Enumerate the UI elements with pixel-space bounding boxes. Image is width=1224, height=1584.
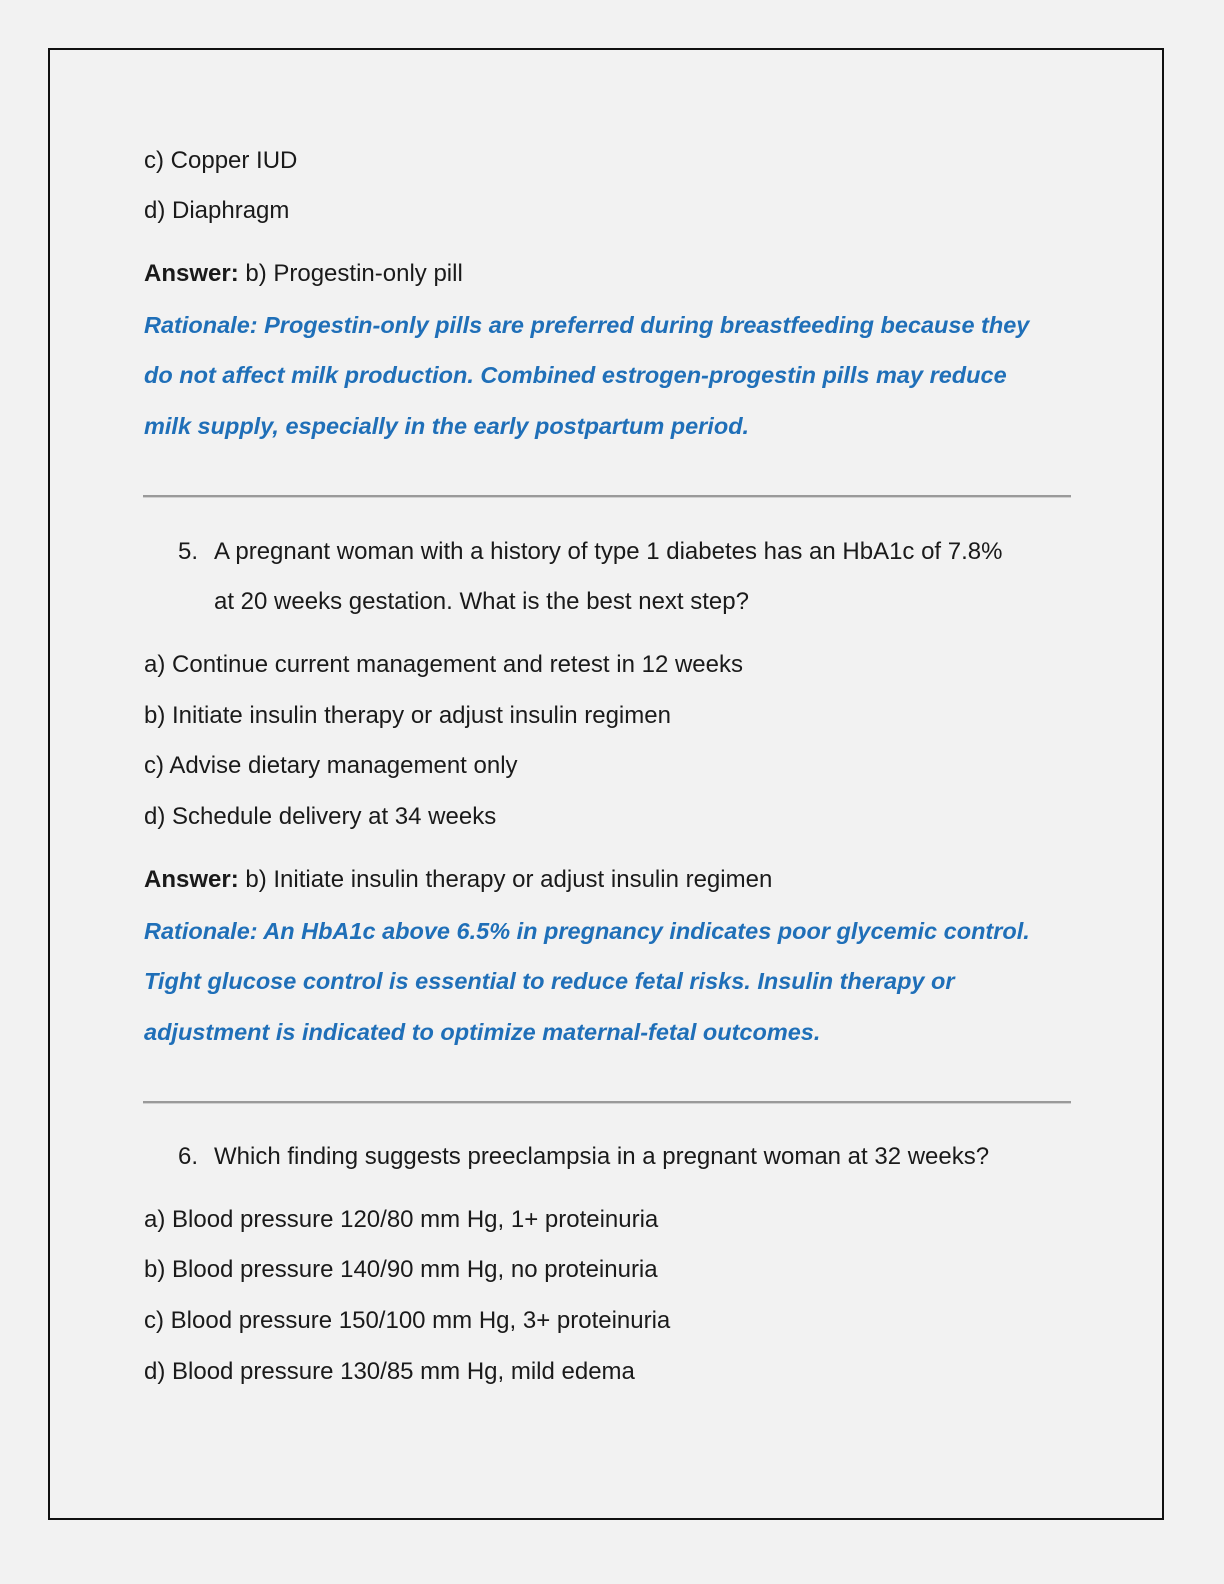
rationale-line: do not affect milk production. Combined estrogen-progestin pills may reduce: [144, 362, 1007, 388]
section-divider: [143, 1101, 1071, 1104]
question-text: at 20 weeks gestation. What is the best next step?: [214, 588, 749, 615]
rationale-line: milk supply, especially in the early postpartum period.: [144, 413, 750, 439]
option-c: c) Advise dietary management only: [144, 752, 518, 779]
option-d: d) Blood pressure 130/85 mm Hg, mild edema: [144, 1358, 635, 1385]
rationale-line: adjustment is indicated to optimize maternal-fetal outcomes.: [144, 1019, 821, 1045]
rationale-line: Rationale: An HbA1c above 6.5% in pregnancy indicates poor glycemic control.: [144, 918, 1030, 944]
option-b: b) Blood pressure 140/90 mm Hg, no proteinuria: [144, 1256, 658, 1283]
option-c: c) Blood pressure 150/100 mm Hg, 3+ proteinuria: [144, 1307, 671, 1334]
answer-text: b) Initiate insulin therapy or adjust insulin regimen: [238, 866, 773, 893]
option-a: a) Blood pressure 120/80 mm Hg, 1+ proteinuria: [144, 1206, 659, 1233]
option-a: a) Continue current management and retest in 12 weeks: [144, 651, 744, 678]
option-b: b) Initiate insulin therapy or adjust insulin regimen: [144, 702, 671, 729]
option-d: d) Diaphragm: [144, 197, 290, 224]
answer-line: [144, 865, 772, 895]
question-text: Which finding suggests preeclampsia in a pregnant woman at 32 weeks?: [214, 1143, 990, 1170]
question-number: 6.: [178, 1143, 199, 1170]
option-d: d) Schedule delivery at 34 weeks: [144, 803, 497, 830]
answer-label: Answer:: [144, 866, 239, 893]
rationale-line: Rationale: Progestin-only pills are preferred during breastfeeding because they: [144, 312, 1030, 338]
option-c: c) Copper IUD: [144, 147, 298, 174]
question-text: A pregnant woman with a history of type 1 diabetes has an HbA1c of 7.8%: [214, 538, 1003, 565]
question-number: 5.: [178, 538, 199, 565]
answer-line: [144, 259, 463, 289]
answer-text: b) Progestin-only pill: [238, 260, 463, 287]
answer-label: Answer:: [144, 260, 239, 287]
section-divider: [143, 495, 1071, 498]
rationale-line: Tight glucose control is essential to reduce fetal risks. Insulin therapy or: [144, 968, 955, 994]
